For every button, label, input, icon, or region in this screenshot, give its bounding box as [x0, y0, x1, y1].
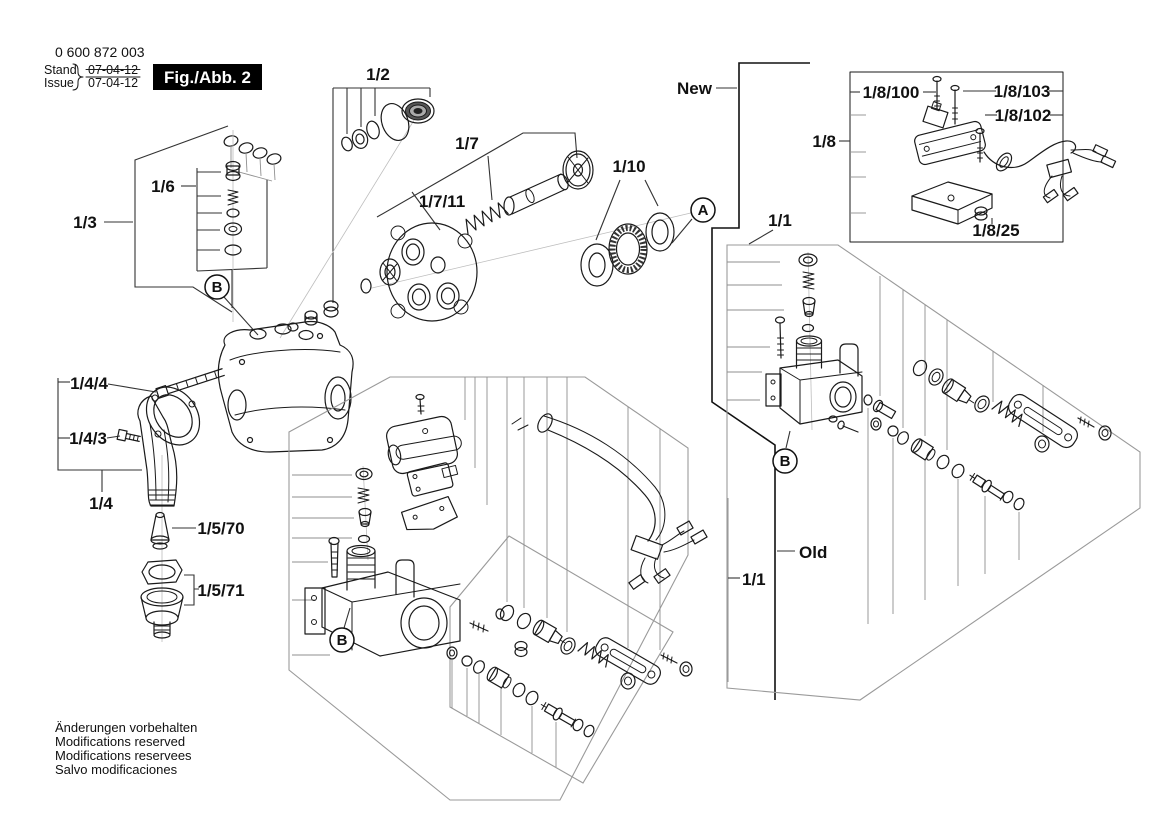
header [44, 44, 262, 90]
micro-switch [923, 100, 950, 127]
label-1-7-11: 1/7/11 [418, 192, 466, 211]
label-1-1-old: 1/1 [742, 570, 766, 589]
valve-insert [305, 311, 317, 325]
pump-housing [156, 322, 353, 452]
group-1-3 [73, 126, 282, 312]
valve-spring [358, 488, 369, 503]
svg-text:B: B [211, 279, 223, 296]
spring [992, 399, 1025, 426]
micro-switch [407, 461, 461, 497]
footer-line-en: Modifications reserved [55, 734, 186, 749]
nut [871, 418, 881, 430]
group-1-8 [812, 72, 1115, 242]
pump-cap [402, 99, 434, 123]
screw-1-4-3 [117, 429, 141, 443]
thrust-washer [581, 244, 613, 286]
valve-cartridge [940, 377, 978, 409]
footer-line-de: Änderungen vorbehalten [55, 720, 198, 735]
figure-label: Fig./Abb. 2 [164, 68, 251, 87]
valve-parts-row-lower-old [447, 647, 596, 738]
svg-text:Old: Old [799, 543, 828, 562]
needle-bearing [609, 224, 647, 274]
svg-text:B: B [779, 453, 791, 470]
label-1-2: 1/2 [366, 65, 390, 84]
label-1-4-4: 1/4/4 [70, 374, 108, 393]
group-1-2 [280, 65, 434, 338]
stand-date: 07-04-12 [88, 63, 139, 77]
group-1-4 [58, 374, 245, 642]
label-old [777, 543, 827, 562]
issue-label: Issue [44, 76, 74, 90]
label-1-8: 1/8 [812, 132, 836, 151]
svg-text:New: New [677, 79, 712, 98]
screw [329, 538, 339, 578]
wire-harness-old [512, 411, 707, 589]
screw [837, 420, 858, 432]
screw [416, 395, 424, 415]
piston [966, 470, 1006, 502]
o-ring [361, 279, 371, 293]
cap-nut [324, 301, 338, 317]
inlet-flange [136, 377, 211, 455]
group-1-1-old [289, 377, 766, 800]
callout-b-old [330, 608, 354, 652]
screw [933, 77, 941, 111]
switch-module [913, 120, 986, 166]
nut [1035, 436, 1049, 452]
footer-line-es: Salvo modificaciones [55, 762, 178, 777]
label-1-8-25: 1/8/25 [972, 221, 1020, 240]
group-1-1-new [727, 211, 1140, 700]
bolt [872, 399, 897, 420]
label-1-1-new: 1/1 [768, 211, 792, 230]
screw [951, 86, 959, 125]
label-1-7: 1/7 [455, 134, 479, 153]
label-new [677, 79, 737, 98]
shaft-bearing [380, 259, 400, 285]
seal-rings-row [223, 134, 282, 181]
wire-harness [1043, 145, 1115, 203]
mounting-screw [156, 367, 225, 398]
screw [661, 653, 677, 663]
o-ring [359, 536, 370, 543]
valve-parts-row-lower [864, 395, 1026, 511]
label-1-10: 1/10 [612, 157, 646, 176]
label-1-3: 1/3 [73, 213, 97, 232]
label-1-5-70: 1/5/70 [197, 519, 245, 538]
cable-grommet [993, 150, 1014, 173]
bottom-cover [912, 182, 992, 224]
footer-line-fr: Modifications reservees [55, 748, 192, 763]
thrust-washer [646, 213, 674, 251]
group-1-10 [581, 157, 715, 286]
screw [470, 621, 488, 632]
label-1-8-102: 1/8/102 [994, 106, 1052, 125]
callout-a [672, 198, 715, 243]
piston-rod [504, 173, 570, 215]
o-ring [803, 325, 814, 332]
issue-date: 07-04-12 [88, 76, 139, 90]
power-cable [984, 141, 1076, 168]
label-1-4: 1/4 [89, 494, 113, 513]
callout-b-new [773, 431, 797, 473]
nut [621, 673, 635, 689]
label-1-4-3: 1/4/3 [69, 429, 107, 448]
piston-spring [462, 201, 508, 234]
nut [447, 647, 457, 659]
filter-cone-1-5-70 [151, 513, 169, 550]
piston [538, 699, 577, 729]
valve-cartridge [485, 666, 513, 691]
plug [515, 642, 527, 657]
label-1-5-71: 1/5/71 [197, 581, 245, 600]
old-inner-box [450, 536, 673, 783]
valve-cartridge [531, 619, 568, 650]
label-1-8-100: 1/8/100 [862, 83, 920, 102]
label-1-6: 1/6 [151, 177, 175, 196]
screw [776, 317, 785, 358]
footer [55, 720, 197, 777]
base-plate [401, 496, 459, 536]
nut [680, 662, 692, 676]
valve-cone [359, 509, 371, 527]
valve-cartridge [909, 437, 937, 463]
valve-parts-row-upper [911, 358, 1111, 452]
label-1-8-103: 1/8/103 [993, 82, 1051, 101]
bearing-plate [563, 151, 593, 189]
svg-text:A: A [697, 202, 709, 219]
stand-label: Stand [44, 63, 77, 77]
part-number: 0 600 872 003 [55, 44, 145, 60]
svg-text:B: B [336, 632, 348, 649]
